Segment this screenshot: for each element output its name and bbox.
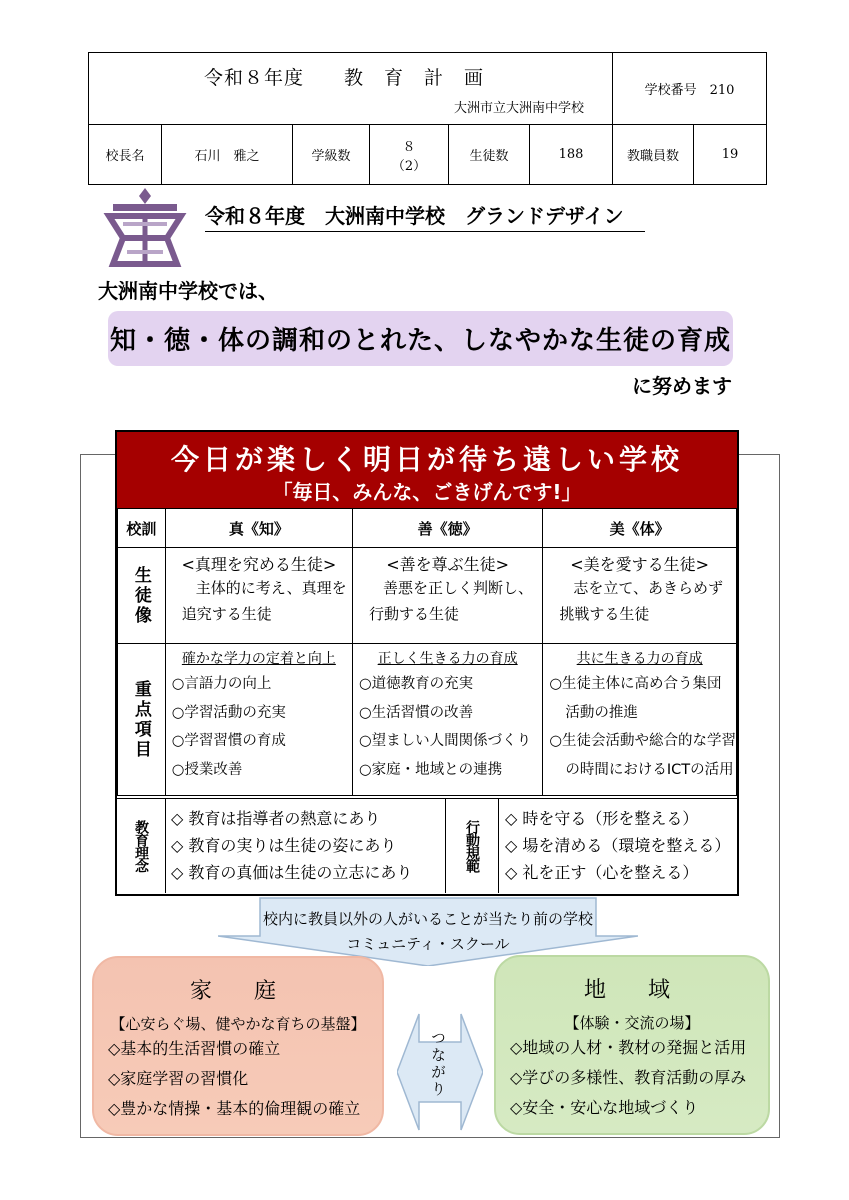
community-line1: 校内に教員以外の人がいることが当たり前の学校 [262,910,593,928]
classes-value-cell [370,125,449,185]
main-box [115,430,739,896]
conduct-item: ◇ 時を守る（形を整える） [505,809,699,828]
area-item: ◇地域の人材・教材の発掘と活用 [510,1038,747,1057]
focus-item: ○家庭・地域との連携 [358,761,503,778]
home-sub: 【心安らぐ場、健やかな育ちの基盤】 [110,1015,366,1033]
philosophy-label-cell [117,799,166,893]
student-image [352,548,542,644]
focus-column [352,644,542,796]
school-motto-label: 校訓 [118,509,166,548]
plan-title: 令和８年度 教 育 計 画 [204,67,485,89]
classes-sub: （2） [391,158,427,174]
home-item: ◇豊かな情操・基本的倫理観の確立 [108,1099,361,1118]
area-sub: 【体験・交流の場】 [564,1014,700,1032]
focus-column [165,644,352,796]
motto: 今日が楽しく明日が待ち遠しい学校 [170,443,683,476]
motto-header [117,432,737,508]
goal-banner: 知・徳・体の調和のとれた、しなやかな生徒の育成 [108,311,733,366]
focus-heading: 正しく生きる力の育成 [377,651,518,667]
motto-sub: 「毎日、みんな、ごきげんです!」 [272,480,582,504]
students-label: 生徒数 [449,125,530,185]
plan-title-cell [89,53,613,125]
conduct-label-cell [445,799,499,893]
classes-value: ８ [402,139,416,155]
staff-label: 教職員数 [613,125,694,185]
student-image-heading: <善を尊ぶ生徒> [386,555,510,574]
focus-item: ○学習習慣の育成 [171,733,286,749]
header-table [88,52,767,185]
intro-text: 大洲南中学校では、 [98,279,278,303]
focus-heading: 確かな学力の定着と向上 [181,651,336,667]
focus-item: ○生活習慣の改善 [358,704,474,721]
student-image-heading: <美を愛する生徒> [570,555,710,574]
focus-item: の時間におけるICTの活用 [565,761,734,778]
focus-item: ○生徒会活動や総合的な学習 [549,733,736,749]
home-title: 家 庭 [189,979,286,1004]
grand-design-title: 令和８年度 大洲南中学校 グランドデザイン [205,200,645,232]
home-item: ◇基本的生活習慣の確立 [108,1039,281,1058]
focus-item: ○生徒主体に高め合う集団 [549,676,722,692]
school-emblem-icon [103,186,187,268]
staff-value: 19 [694,125,767,185]
student-image-line: 追究する生徒 [181,605,272,623]
outro-text: に努めます [632,374,732,398]
philosophy-label: 教育理念 [133,820,149,872]
home-item: ◇家庭学習の習慣化 [108,1069,249,1088]
home-card [92,956,384,1136]
student-image [165,548,352,644]
community-line2: コミュニティ・スクール [346,935,510,953]
school-number: 学校番号 210 [613,53,767,125]
focus-item: ○学習活動の充実 [171,704,286,721]
conduct-list [505,805,730,886]
conduct-item: ◇ 場を清める（環境を整える） [505,836,731,855]
classes-label: 学級数 [293,125,370,185]
school-name: 大洲市立大洲南中学校 [453,101,584,116]
focus-item: 活動の推進 [565,704,638,721]
student-image [543,548,737,644]
philosophy-list [171,805,412,886]
student-image-heading: <真理を究める生徒> [181,555,337,574]
student-image-label: 生徒像 [130,565,151,626]
conduct-item: ◇ 礼を正す（心を整える） [505,863,699,882]
philosophy-item: ◇ 教育の実りは生徒の姿にあり [171,836,397,855]
student-image-line: 善悪を正しく判断し、 [382,579,533,597]
column-header: 善《徳》 [352,509,542,548]
area-card [494,955,770,1135]
principal-name: 石川 雅之 [162,125,293,185]
focus-label-cell [118,644,166,796]
motto-grid [117,508,737,796]
student-image-line: 志を立て、あきらめず [573,579,724,597]
column-header: 美《体》 [543,509,737,548]
student-image-line: 挑戦する生徒 [559,605,650,623]
focus-column [543,644,737,796]
student-image-line: 行動する生徒 [368,605,459,623]
connect-label: つながり [429,1030,447,1098]
focus-item: ○授業改善 [171,761,243,778]
focus-heading: 共に生きる力の育成 [576,651,703,667]
student-image-label-cell [118,548,166,644]
focus-label: 重点項目 [130,679,151,760]
focus-item: ○道徳教育の充実 [358,676,474,692]
conduct-label: 行動規範 [464,820,480,872]
student-image-line: 主体的に考え、真理を [195,579,347,597]
focus-item: ○望ましい人間関係づくり [358,733,532,749]
area-title: 地 域 [583,978,680,1003]
column-header: 真《知》 [165,509,352,548]
principal-label: 校長名 [89,125,162,185]
focus-item: ○言語力の向上 [171,676,272,692]
students-value: 188 [530,125,613,185]
philosophy-item: ◇ 教育は指導者の熱意にあり [171,809,381,828]
area-item: ◇学びの多様性、教育活動の厚み [510,1068,747,1087]
philosophy-item: ◇ 教育の真価は生徒の立志にあり [171,863,413,882]
philosophy-row [117,798,737,893]
area-item: ◇安全・安心な地域づくり [510,1098,699,1117]
